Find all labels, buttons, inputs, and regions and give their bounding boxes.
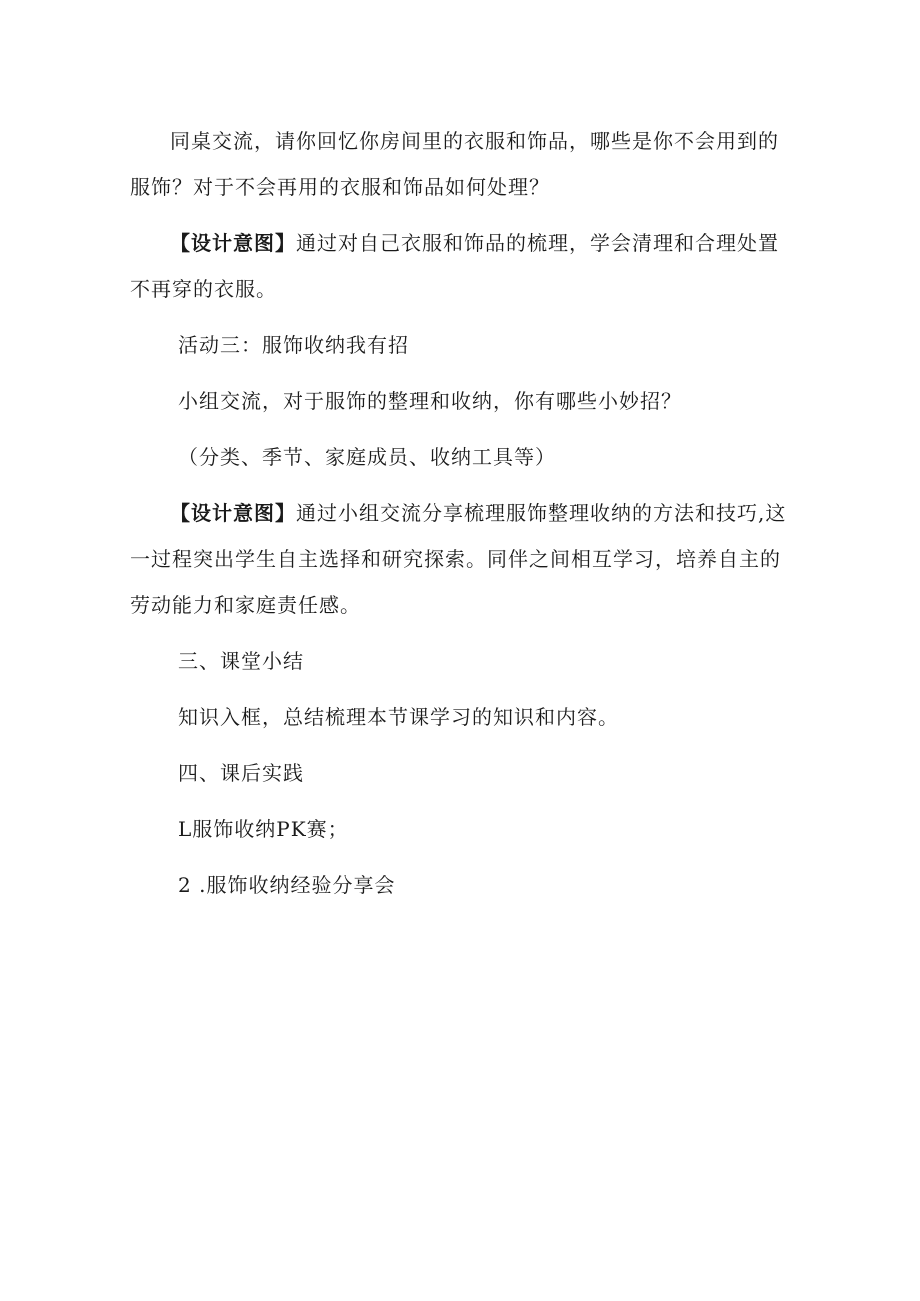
paragraph-text: （分类、季节、家庭成员、收纳工具等） — [178, 445, 556, 469]
paragraph-text: L服饰收纳PK赛； — [178, 817, 349, 841]
heading-after-class-practice — [130, 750, 790, 796]
paragraph-text: 同桌交流，请你回忆你房间里的衣服和饰品，哪些是你不会用到的服饰？对于不会再用的衣服和饰品如何处理？ — [130, 129, 779, 199]
paragraph-text: 三、课堂小结 — [178, 649, 304, 673]
heading-class-summary — [130, 638, 790, 684]
paragraph-design-intent-1 — [130, 220, 790, 312]
paragraph-text: 通过小组交流分享梳理服饰整理收纳的方法和技巧,这一过程突出学生自主选择和研究探索。同伴之间相互学习，培养自主的劳动能力和家庭责任感。 — [130, 501, 787, 617]
paragraph-summary-content — [130, 694, 790, 740]
list-item-2 — [130, 862, 790, 908]
heading-activity-three — [130, 322, 790, 368]
paragraph-text: 通过对自己衣服和饰品的梳理，学会清理和合理处置不再穿的衣服。 — [130, 231, 779, 301]
paragraph-design-intent-2 — [130, 490, 790, 628]
paragraph-text: 活动三：服饰收纳我有招 — [178, 333, 409, 357]
paragraph-text: 知识入框，总结梳理本节课学习的知识和内容。 — [178, 705, 619, 729]
paragraph-text: 2 .服饰收纳经验分享会 — [178, 873, 396, 897]
design-intent-label: 【设计意图】 — [170, 501, 296, 525]
document-body — [130, 118, 790, 918]
paragraph-text: 小组交流，对于服饰的整理和收纳，你有哪些小妙招？ — [178, 389, 682, 413]
paragraph-group-discussion — [130, 378, 790, 424]
paragraph-text: 四、课后实践 — [178, 761, 304, 785]
paragraph-hint-list — [130, 434, 790, 480]
list-item-1 — [130, 806, 790, 852]
design-intent-label: 【设计意图】 — [170, 231, 296, 255]
paragraph-deskmate-discussion — [130, 118, 790, 210]
